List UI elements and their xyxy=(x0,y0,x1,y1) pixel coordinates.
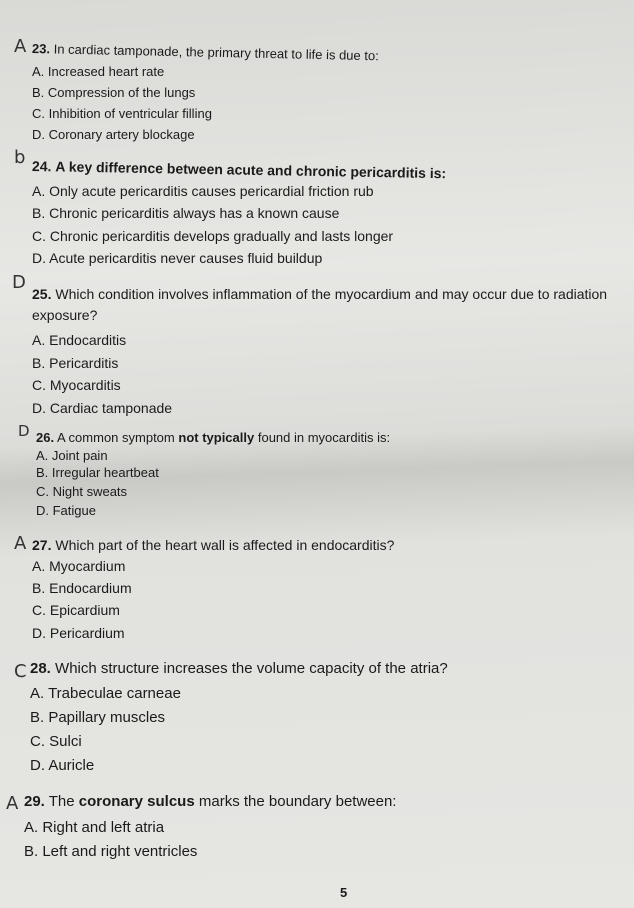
question-prompt-emphasis: coronary sulcus xyxy=(78,793,195,810)
question-prompt: Which condition involves inflammation of the myocardium and may occur due to radiation xyxy=(55,286,608,302)
handwritten-answer-mark: D xyxy=(12,272,26,293)
question-text xyxy=(32,158,446,181)
question-number: 23. xyxy=(31,41,51,57)
option-a: A. Right and left atria xyxy=(24,819,165,836)
page-number: 5 xyxy=(340,885,348,900)
option-a: A. Endocarditis xyxy=(32,332,127,348)
option-a: A. Trabeculae carneae xyxy=(30,685,181,702)
question-prompt: Which part of the heart wall is affected in endocarditis? xyxy=(55,537,395,553)
question-prompt: In cardiac tamponade, the primary threat to life is due to: xyxy=(53,41,379,64)
question-prompt-end: marks the boundary between: xyxy=(198,793,397,810)
option-d: D. Fatigue xyxy=(36,503,96,518)
handwritten-answer-mark: D xyxy=(18,422,30,440)
option-c: C. Night sweats xyxy=(36,484,128,499)
question-text-continued: exposure? xyxy=(32,307,98,323)
option-c: C. Epicardium xyxy=(32,602,120,618)
option-a: A. Increased heart rate xyxy=(32,64,165,79)
option-d: D. Coronary artery blockage xyxy=(32,127,195,142)
question-prompt-start: The xyxy=(48,793,75,810)
option-b: B. Chronic pericarditis always has a known cause xyxy=(32,205,340,221)
handwritten-answer-mark: A xyxy=(14,533,27,554)
question-prompt: Which structure increases the volume capacity of the atria? xyxy=(55,660,448,677)
option-a: A. Myocardium xyxy=(32,558,126,574)
question-number: 24. xyxy=(31,158,52,175)
question-number: 29. xyxy=(24,793,45,810)
option-d: D. Auricle xyxy=(30,757,95,774)
option-b: B. Irregular heartbeat xyxy=(36,465,159,480)
question-text xyxy=(36,430,390,445)
option-c: C. Inhibition of ventricular filling xyxy=(32,106,212,121)
handwritten-answer-mark: C xyxy=(14,661,27,682)
question-number: 27. xyxy=(32,537,52,553)
question-prompt-end: found in myocarditis is: xyxy=(257,430,391,445)
option-c: C. Chronic pericarditis develops gradually and lasts longer xyxy=(32,228,394,244)
question-text xyxy=(32,41,379,63)
option-d: D. Acute pericarditis never causes fluid buildup xyxy=(32,250,323,266)
question-number: 25. xyxy=(32,286,52,302)
option-b: B. Pericarditis xyxy=(32,355,119,371)
question-number: 26. xyxy=(36,430,55,445)
option-d: D. Cardiac tamponade xyxy=(32,400,173,416)
handwritten-answer-mark: A xyxy=(14,36,27,57)
handwritten-answer-mark: A xyxy=(6,793,19,814)
option-b: B. Left and right ventricles xyxy=(24,843,198,860)
question-prompt-emphasis: not typically xyxy=(178,430,255,445)
question-prompt-start: A common symptom xyxy=(56,430,175,445)
question-text xyxy=(24,793,396,810)
question-text xyxy=(32,537,394,553)
handwritten-answer-mark: b xyxy=(14,147,26,168)
option-b: B. Endocardium xyxy=(32,580,132,596)
option-b: B. Compression of the lungs xyxy=(32,85,196,100)
option-d: D. Pericardium xyxy=(32,625,125,641)
option-a: A. Only acute pericarditis causes pericardial friction rub xyxy=(32,183,374,199)
option-c: C. Sulci xyxy=(30,733,82,750)
option-a: A. Joint pain xyxy=(36,448,108,463)
option-c: C. Myocarditis xyxy=(32,377,121,393)
option-b: B. Papillary muscles xyxy=(30,709,166,726)
question-number: 28. xyxy=(30,660,51,677)
question-text xyxy=(30,660,448,677)
question-text xyxy=(32,286,607,302)
question-prompt: A key difference between acute and chronic pericarditis is: xyxy=(55,158,447,182)
